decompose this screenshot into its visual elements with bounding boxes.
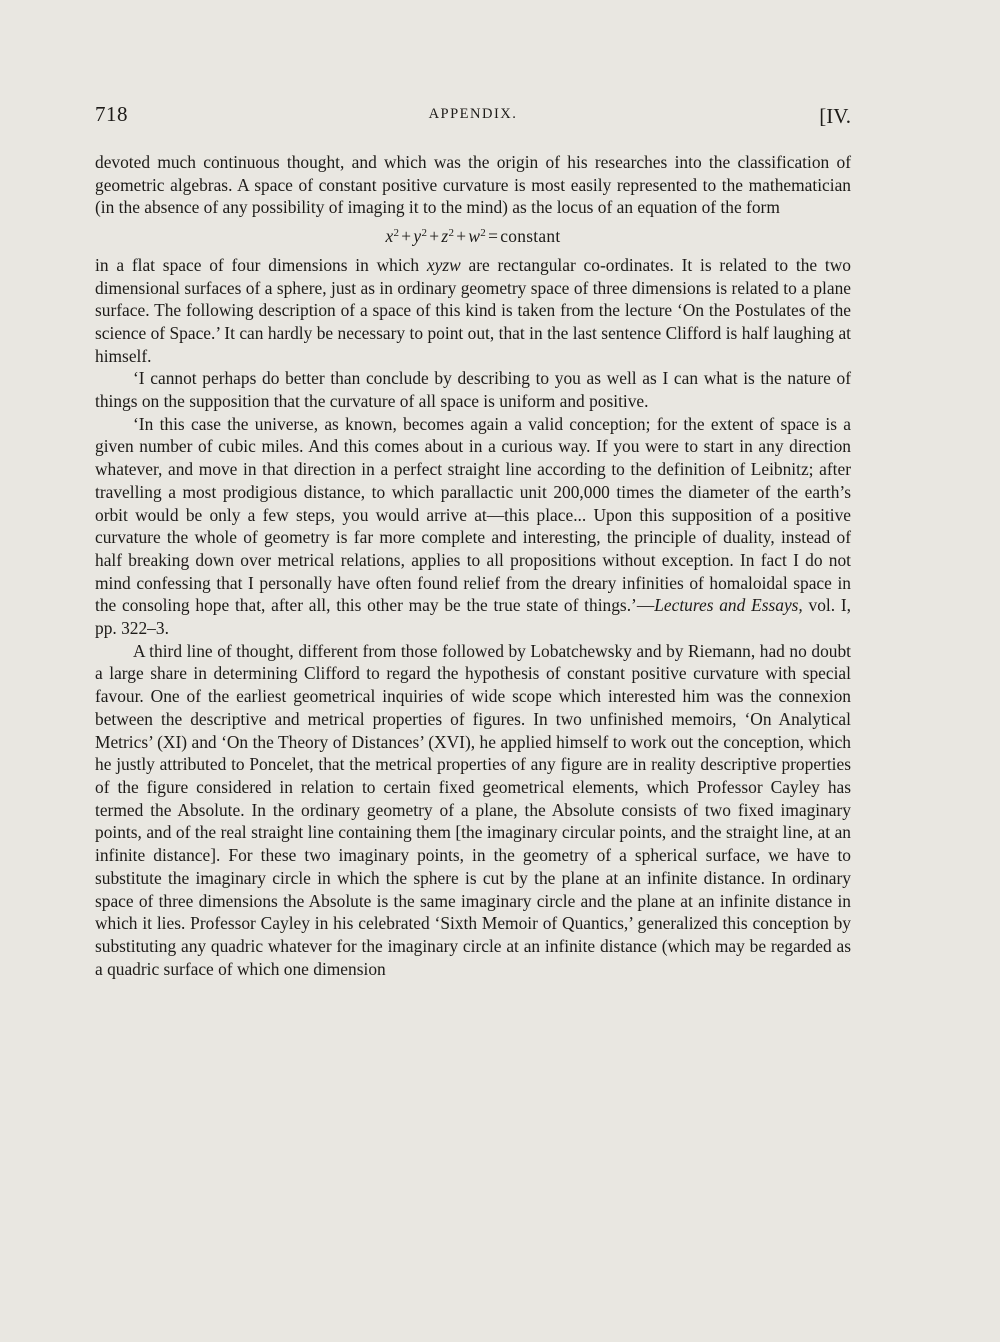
eq-exp: 2 <box>480 227 487 240</box>
paragraph-2 <box>95 254 851 368</box>
eq-x: x <box>385 226 394 247</box>
page-number: 718 <box>95 102 128 126</box>
body-text <box>95 151 851 980</box>
paragraph-4 <box>95 413 851 640</box>
eq-exp: 2 <box>393 227 400 240</box>
citation-pages: vol. I, pp. 322–3. <box>95 595 852 639</box>
eq-exp: 2 <box>448 227 455 240</box>
variable-xyzw: xyzw <box>426 254 461 275</box>
equation <box>95 222 851 248</box>
paragraph-4-quote: ‘In this case the universe, as known, becomes again a valid conception; for the extent of space is a given number of cubic miles. And this comes about in a curious way. If you were to start in any direction whatever, and move in that direction in a perfect straight line according to the definition of Leibnitz; after travelling a most prodigious distance, to which parallactic unit 200,000 times the diameter of the earth’s orbit would be only a few steps, you would arrive at—this place... Upon this supposition of a positive curvature the whole of geometry is far more complete and interesting, the principle of duality, instead of half breaking down over metrical relations, applies to all propositions without exception. In fact I do not mind confessing that I personally have often found relief from the dreary infinities of homaloidal space in the consoling hope that, after all, this other may be the true state of things.’— <box>95 413 851 616</box>
eq-plus: + <box>429 226 440 247</box>
paragraph-2-start: in a flat space of four dimensions in which <box>95 254 420 275</box>
eq-exp: 2 <box>421 227 428 240</box>
eq-plus: + <box>401 226 412 247</box>
chapter-mark: [IV. <box>819 104 851 128</box>
eq-equals: = <box>488 226 499 247</box>
running-head <box>95 102 851 134</box>
paragraph-2-end: are rectangular co-ordinates. It is related to the two dimensional surfaces of a sphere, just as in ordinary geometry space of three dimensions is related to a plane surface. The following description of a space of this kind is taken from the lecture ‘On the Postulates of the science of Space.’ It can hardly be necessary to point out, that in the last sentence Clifford is half laughing at himself. <box>95 254 851 366</box>
eq-z: z <box>441 226 449 247</box>
eq-plus: + <box>456 226 467 247</box>
citation-title: Lectures and Essays, <box>654 595 803 616</box>
eq-y: y <box>413 226 422 247</box>
paragraph-3: ‘I cannot perhaps do better than conclude by describing to you as well as I can what is the nature of things on the supposition that the curvature of all space is uniform and positive. <box>95 368 851 412</box>
paragraph-1: devoted much continuous thought, and which was the origin of his researches into the classification of geometric algebras. A space of constant positive curvature is most easily represented to the mathematician (in the absence of any possibility of imaging it to the mind) as the locus of an equation of the form <box>95 152 851 218</box>
section-title: APPENDIX. <box>428 106 518 122</box>
eq-rhs: constant <box>500 226 561 247</box>
eq-w: w <box>468 226 481 247</box>
paragraph-5: A third line of thought, different from those followed by Lobatchewsky and by Riemann, had no doubt a large share in determining Clifford to regard the hypothesis of constant positive curvature with special favour. One of the earliest geometrical inquiries of wide scope which interested him was the connexion between the descriptive and metrical properties of figures. In two unfinished memoirs, ‘On Analytical Metrics’ (XI) and ‘On the Theory of Distances’ (XVI), he applied himself to work out the conception, which he justly attributed to Poncelet, that the metrical properties of any figure are in reality descriptive properties of the figure considered in relation to certain fixed geometrical elements, which Professor Cayley has termed the Absolute. In the ordinary geometry of a plane, the Absolute consists of two fixed imaginary points, and of the real straight line containing them [the imaginary circular points, and the straight line, at an infinite distance]. For these two imaginary points, in the geometry of a spherical surface, we have to substitute the imaginary circle in which the sphere is cut by the plane at an infinite distance. In ordinary space of three dimensions the Absolute is the same imaginary circle and the plane at an infinite distance in which it lies. Professor Cayley in his celebrated ‘Sixth Memoir of Quantics,’ generalized this conception by substituting any quadric whatever for the imaginary circle at an infinite distance (which may be regarded as a quadric surface of which one dimension <box>95 640 851 979</box>
